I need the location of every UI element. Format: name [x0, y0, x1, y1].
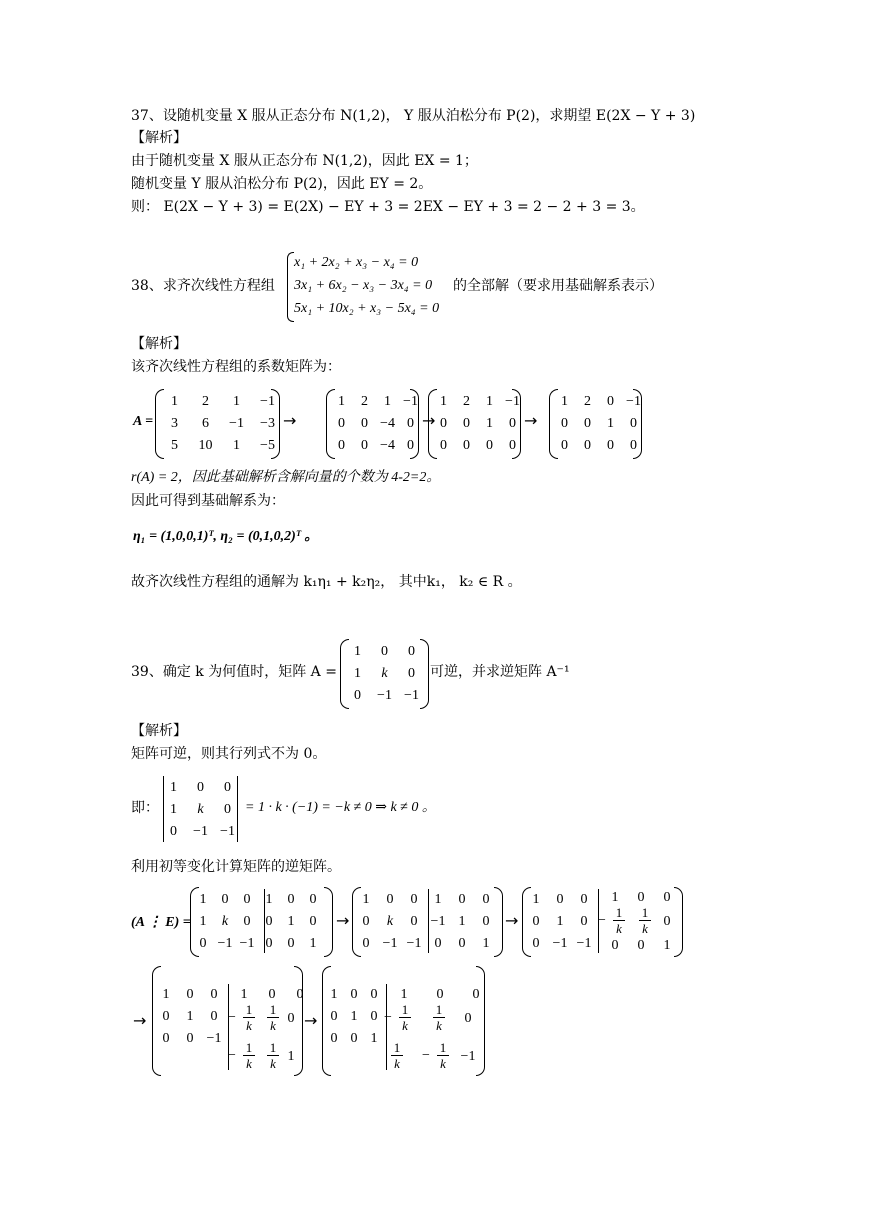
matrix-cell: 0	[361, 438, 368, 453]
matrix-cell: 1	[287, 1049, 295, 1064]
matrix-cell: 0	[509, 416, 516, 431]
matrix-cell: 0	[309, 914, 317, 929]
matrix-cell: 1	[199, 892, 207, 907]
transform-arrow: →	[133, 1011, 147, 1030]
matrix-cell: 0	[509, 438, 516, 453]
matrix-cell: 0	[162, 1031, 170, 1046]
matrix-cell: −4	[380, 438, 395, 453]
matrix-cell: −1	[404, 688, 419, 703]
matrix-cell: 0	[186, 1031, 194, 1046]
matrix-cell: 0	[464, 1011, 472, 1026]
matrix-cell: 0	[436, 987, 444, 1002]
matrix-cell: 1	[287, 914, 295, 929]
matrix-cell: 0	[287, 1011, 295, 1026]
matrix-cell: −1	[229, 416, 244, 431]
matrix-cell: 1	[482, 936, 490, 951]
matrix-cell: 0	[663, 914, 671, 929]
matrix-cell: 2	[202, 394, 209, 409]
matrix-cell: 0	[561, 438, 568, 453]
matrix-cell: 1	[556, 914, 564, 929]
matrix-cell: 0	[162, 1009, 170, 1024]
q39-prefix: 39、确定 k 为何值时，矩阵 A =	[131, 664, 337, 680]
frac-denominator: k	[246, 1056, 252, 1071]
transform-arrow: →	[304, 1011, 318, 1030]
equation-brace	[287, 252, 294, 322]
matrix-cell: k	[386, 914, 394, 929]
matrix-cell: 0	[243, 892, 251, 907]
matrix-cell: 1	[434, 892, 442, 907]
frac-denominator: k	[402, 1018, 408, 1033]
matrix-cell: 2	[361, 394, 368, 409]
q38-eq3: 5x₁ + 10x₂ + x₃ − 5x₄ = 0	[294, 301, 440, 316]
matrix-cell: 0	[607, 394, 614, 409]
fraction	[238, 1002, 260, 1033]
matrix-cell: 3	[171, 416, 178, 431]
matrix-cell: −4	[380, 416, 395, 431]
q38-eq1: x₁ + 2x₂ + x₃ − x₄ = 0	[294, 255, 419, 270]
frac-denominator: k	[642, 921, 648, 936]
frac-numerator: 1	[269, 1002, 277, 1017]
q38-eta-line: η₁ = (1,0,0,1)ᵀ, η₂ = (0,1,0,2)ᵀ 。	[133, 529, 319, 544]
matrix-cell: −1	[217, 936, 233, 951]
matrix-cell: 0	[440, 416, 447, 431]
matrix-cell: 0	[362, 936, 370, 951]
frac-numerator: 1	[615, 905, 623, 920]
matrix-cell: −1	[576, 936, 592, 951]
matrix-cell: 0	[434, 936, 442, 951]
q38-general-solution: 故齐次线性方程组的通解为 k₁η₁ + k₂η₂， 其中k₁， k₂ ∈ R 。	[131, 574, 522, 590]
frac-numerator: 1	[393, 1040, 401, 1055]
matrix-cell: 1	[338, 394, 345, 409]
matrix-cell: 0	[370, 987, 378, 1002]
matrix-cell: −1	[403, 394, 418, 409]
matrix-cell: 10	[198, 438, 213, 453]
frac-numerator: 1	[435, 1002, 443, 1017]
fraction	[428, 1002, 450, 1033]
q37-line1: 由于随机变量 X 服从正态分布 N(1,2)，因此 EX = 1；	[131, 153, 478, 169]
frac-minus: −	[422, 1048, 430, 1063]
matrix-cell: 1	[486, 416, 493, 431]
transform-arrow: →	[524, 411, 538, 430]
matrix-cell: 0	[309, 892, 317, 907]
frac-numerator: 1	[245, 1002, 253, 1017]
matrix-cell: −1	[460, 1049, 476, 1064]
frac-denominator: k	[270, 1056, 276, 1071]
matrix-cell: 0	[287, 892, 295, 907]
det-suffix: = 1 · k · (−1) = −k ≠ 0 ⇒ k ≠ 0 。	[245, 800, 436, 815]
matrix-cell: 0	[472, 987, 480, 1002]
matrix-cell: 0	[458, 892, 466, 907]
q37-heading: 【解析】	[131, 130, 187, 146]
det-prefix: 即：	[131, 800, 159, 816]
q37-line3: 则： E(2X − Y + 3) = E(2X) − EY + 3 = 2EX − EY + 3 = 2 − 2 + 3 = 3。	[131, 199, 645, 215]
frac-minus: −	[598, 913, 606, 928]
matrix-cell: 0	[265, 936, 273, 951]
matrix-cell: k	[221, 914, 229, 929]
matrix-cell: k	[197, 802, 204, 817]
matrix-cell: −1	[406, 936, 422, 951]
matrix-cell: 0	[408, 666, 415, 681]
matrix-cell: −1	[626, 394, 641, 409]
matrix-cell: 0	[630, 438, 637, 453]
matrix-cell: 0	[556, 892, 564, 907]
matrix-cell: 0	[381, 644, 388, 659]
matrix-cell: 1	[486, 394, 493, 409]
matrix-cell: 0	[410, 914, 418, 929]
frac-denominator: k	[440, 1056, 446, 1071]
matrix-cell: 0	[561, 416, 568, 431]
matrix-cell: 0	[224, 780, 231, 795]
matrix-cell: 0	[637, 890, 645, 905]
transform-arrow: →	[336, 911, 350, 930]
matrix-cell: −1	[377, 688, 392, 703]
matrix-cell: 0	[210, 1009, 218, 1024]
augment-bar	[428, 889, 429, 953]
matrix-cell: 0	[350, 987, 358, 1002]
matrix-cell: 1	[171, 394, 178, 409]
matrix-cell: 0	[386, 892, 394, 907]
frac-denominator: k	[270, 1018, 276, 1033]
transform-arrow: →	[422, 411, 436, 430]
matrix-cell: 0	[486, 438, 493, 453]
matrix-cell: 0	[197, 780, 204, 795]
matrix-cell: 0	[463, 416, 470, 431]
matrix-cell: −1	[239, 936, 255, 951]
q39-suffix: 可逆，并求逆矩阵 A⁻¹	[430, 664, 570, 680]
matrix-cell: 0	[630, 416, 637, 431]
fraction	[634, 905, 656, 936]
matrix-cell: 5	[171, 438, 178, 453]
matrix-cell: −5	[260, 438, 275, 453]
q38-eq2: 3x₁ + 6x₂ − x₃ − 3x₄ = 0	[294, 278, 433, 293]
matrix-cell: 0	[338, 438, 345, 453]
frac-numerator: 1	[245, 1040, 253, 1055]
frac-denominator: k	[246, 1018, 252, 1033]
frac-numerator: 1	[641, 905, 649, 920]
matrix-cell: 0	[611, 938, 619, 953]
fraction	[238, 1040, 260, 1071]
matrix-cell: 2	[584, 394, 591, 409]
matrix-cell: 0	[482, 892, 490, 907]
matrix-cell: 1	[170, 780, 177, 795]
matrix-cell: 0	[408, 644, 415, 659]
matrix-cell: 1	[170, 802, 177, 817]
q37-line2: 随机变量 Y 服从泊松分布 P(2)，因此 EY = 2。	[131, 176, 433, 192]
matrix-cell: 0	[370, 1009, 378, 1024]
matrix-cell: 1	[370, 1031, 378, 1046]
matrix-cell: 1	[362, 892, 370, 907]
q38-line1: 该齐次线性方程组的系数矩阵为：	[131, 359, 341, 375]
matrix-cell: 0	[330, 1009, 338, 1024]
q38-heading: 【解析】	[131, 336, 187, 352]
frac-minus: −	[384, 1010, 392, 1025]
matrix-cell: 0	[663, 890, 671, 905]
matrix-cell: 0	[637, 938, 645, 953]
matrix-cell: 0	[584, 438, 591, 453]
matrix-cell: 1	[350, 1009, 358, 1024]
matrix-cell: −1	[505, 394, 520, 409]
matrix-cell: 0	[243, 914, 251, 929]
frac-numerator: 1	[269, 1040, 277, 1055]
matrix-cell: 0	[199, 936, 207, 951]
fraction	[432, 1040, 454, 1071]
matrix-cell: 1	[400, 987, 408, 1002]
matrix-a-label: A =	[133, 414, 154, 429]
matrix-cell: 0	[268, 987, 276, 1002]
matrix-cell: 0	[361, 416, 368, 431]
matrix-cell: 0	[296, 987, 304, 1002]
matrix-cell: 0	[410, 892, 418, 907]
matrix-cell: 0	[210, 987, 218, 1002]
q39-line2: 利用初等变化计算矩阵的逆矩阵。	[131, 859, 341, 875]
ae-label: (A ⋮ E) =	[131, 915, 191, 930]
matrix-cell: 1	[233, 394, 240, 409]
matrix-cell: 0	[221, 892, 229, 907]
matrix-cell: 0	[186, 987, 194, 1002]
matrix-cell: 0	[607, 438, 614, 453]
matrix-cell: 1	[532, 892, 540, 907]
matrix-cell: 0	[463, 438, 470, 453]
frac-numerator: 1	[401, 1002, 409, 1017]
matrix-cell: 1	[561, 394, 568, 409]
q39-line1: 矩阵可逆，则其行列式不为 0。	[131, 746, 327, 762]
frac-minus: −	[228, 1048, 236, 1063]
frac-numerator: 1	[439, 1040, 447, 1055]
matrix-cell: 1	[233, 438, 240, 453]
matrix-cell: 0	[354, 688, 361, 703]
matrix-cell: 1	[384, 394, 391, 409]
matrix-cell: −1	[552, 936, 568, 951]
matrix-cell: −1	[220, 824, 235, 839]
frac-denominator: k	[616, 921, 622, 936]
matrix-cell: 0	[338, 416, 345, 431]
right-paren	[324, 887, 333, 957]
matrix-cell: 1	[162, 987, 170, 1002]
matrix-cell: −1	[206, 1031, 222, 1046]
matrix-cell: 1	[240, 987, 248, 1002]
matrix-cell: 0	[482, 914, 490, 929]
matrix-cell: 1	[199, 914, 207, 929]
matrix-cell: 0	[265, 914, 273, 929]
matrix-cell: 0	[584, 416, 591, 431]
matrix-cell: −1	[193, 824, 208, 839]
matrix-cell: 6	[202, 416, 209, 431]
matrix-cell: 0	[407, 416, 414, 431]
matrix-cell: 0	[362, 914, 370, 929]
matrix-cell: 1	[330, 987, 338, 1002]
frac-denominator: k	[436, 1018, 442, 1033]
matrix-cell: 1	[440, 394, 447, 409]
matrix-cell: k	[381, 666, 388, 681]
matrix-cell: 0	[532, 914, 540, 929]
matrix-cell: 0	[532, 936, 540, 951]
matrix-cell: 0	[440, 438, 447, 453]
q38-prefix: 38、求齐次线性方程组	[131, 278, 275, 294]
matrix-cell: 0	[350, 1031, 358, 1046]
q38-basis-line: 因此可得到基础解系为：	[131, 493, 285, 509]
matrix-cell: −1	[260, 394, 275, 409]
matrix-cell: 0	[330, 1031, 338, 1046]
matrix-cell: −3	[260, 416, 275, 431]
fraction	[386, 1040, 408, 1071]
matrix-cell: 1	[309, 936, 317, 951]
frac-denominator: k	[394, 1056, 400, 1071]
q37-question: 37、设随机变量 X 服从正态分布 N(1,2)， Y 服从泊松分布 P(2)，求期望 E(2X − Y + 3)	[131, 108, 696, 124]
matrix-cell: 0	[407, 438, 414, 453]
matrix-cell: 1	[186, 1009, 194, 1024]
q38-rank-line: r(A) = 2，因此基础解析含解向量的个数为 4-2=2。	[131, 470, 441, 485]
matrix-cell: −1	[382, 936, 398, 951]
matrix-cell: 2	[463, 394, 470, 409]
matrix-cell: 0	[170, 824, 177, 839]
matrix-cell: 1	[458, 914, 466, 929]
fraction	[394, 1002, 416, 1033]
q38-suffix: 的全部解（要求用基础解系表示）	[453, 278, 663, 294]
transform-arrow: →	[505, 911, 519, 930]
matrix-cell: 1	[354, 666, 361, 681]
frac-minus: −	[228, 1010, 236, 1025]
matrix-cell: 1	[663, 938, 671, 953]
matrix-cell: 0	[580, 892, 588, 907]
matrix-cell: 1	[354, 644, 361, 659]
matrix-cell: 0	[458, 936, 466, 951]
matrix-cell: 0	[287, 936, 295, 951]
augment-bar	[264, 889, 265, 953]
fraction	[608, 905, 630, 936]
q39-heading: 【解析】	[131, 723, 187, 739]
matrix-cell: 1	[611, 890, 619, 905]
matrix-cell: 0	[224, 802, 231, 817]
matrix-cell: −1	[430, 914, 446, 929]
matrix-cell: 1	[607, 416, 614, 431]
matrix-cell: 0	[580, 914, 588, 929]
matrix-cell: 1	[265, 892, 273, 907]
transform-arrow: →	[283, 411, 297, 430]
